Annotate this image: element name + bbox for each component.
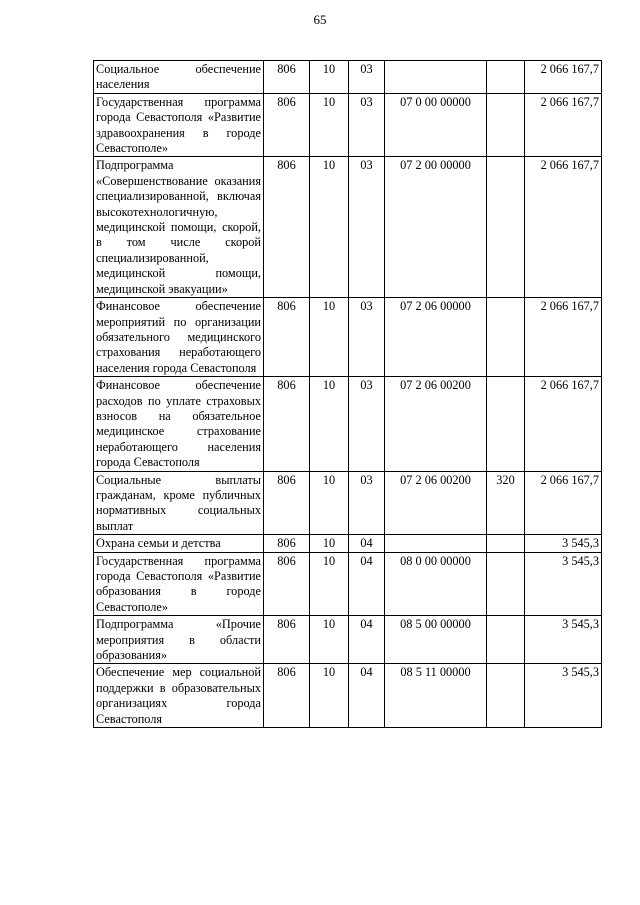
section-code: 10 bbox=[310, 377, 349, 471]
ministry-code: 806 bbox=[264, 157, 310, 298]
target-article-code: 08 5 11 00000 bbox=[385, 664, 487, 728]
section-code: 10 bbox=[310, 298, 349, 377]
expense-type-code bbox=[487, 552, 525, 616]
table-row bbox=[94, 535, 602, 552]
expense-type-code bbox=[487, 93, 525, 157]
section-code: 10 bbox=[310, 93, 349, 157]
item-name: Государственная программа города Севастополя «Развитие здравоохранения в городе Севастополе» bbox=[94, 93, 264, 157]
table-row bbox=[94, 157, 602, 298]
item-name: Подпрограмма «Совершенствование оказания специализированной, включая высокотехнологичную, медицинской помощи, скорой, в том числе скорой специализированной, медицинской помощи, медицинской эвакуации» bbox=[94, 157, 264, 298]
expense-type-code bbox=[487, 157, 525, 298]
ministry-code: 806 bbox=[264, 552, 310, 616]
subsection-code: 04 bbox=[349, 616, 385, 664]
target-article-code: 08 5 00 00000 bbox=[385, 616, 487, 664]
item-name: Государственная программа города Севастополя «Развитие образования в городе Севастополе» bbox=[94, 552, 264, 616]
item-name: Обеспечение мер социальной поддержки в образовательных организациях города Севастополя bbox=[94, 664, 264, 728]
subsection-code: 03 bbox=[349, 377, 385, 471]
section-code: 10 bbox=[310, 61, 349, 94]
item-name: Финансовое обеспечение расходов по уплате страховых взносов на обязательное медицинское страхование неработающего населения города Севастополя bbox=[94, 377, 264, 471]
table-row bbox=[94, 471, 602, 535]
expense-type-code: 320 bbox=[487, 471, 525, 535]
amount: 2 066 167,7 bbox=[525, 377, 602, 471]
section-code: 10 bbox=[310, 157, 349, 298]
item-name: Подпрограмма «Прочие мероприятия в области образования» bbox=[94, 616, 264, 664]
subsection-code: 03 bbox=[349, 157, 385, 298]
section-code: 10 bbox=[310, 535, 349, 552]
table-row bbox=[94, 552, 602, 616]
amount: 3 545,3 bbox=[525, 616, 602, 664]
table-row bbox=[94, 664, 602, 728]
ministry-code: 806 bbox=[264, 298, 310, 377]
amount: 3 545,3 bbox=[525, 664, 602, 728]
table-row bbox=[94, 616, 602, 664]
section-code: 10 bbox=[310, 552, 349, 616]
ministry-code: 806 bbox=[264, 471, 310, 535]
amount: 2 066 167,7 bbox=[525, 93, 602, 157]
amount: 3 545,3 bbox=[525, 535, 602, 552]
item-name: Социальное обеспечение населения bbox=[94, 61, 264, 94]
table-row bbox=[94, 61, 602, 94]
subsection-code: 04 bbox=[349, 552, 385, 616]
table-row bbox=[94, 93, 602, 157]
expense-type-code bbox=[487, 535, 525, 552]
target-article-code: 07 2 06 00200 bbox=[385, 377, 487, 471]
ministry-code: 806 bbox=[264, 377, 310, 471]
expense-type-code bbox=[487, 616, 525, 664]
amount: 3 545,3 bbox=[525, 552, 602, 616]
item-name: Социальные выплаты гражданам, кроме публичных нормативных социальных выплат bbox=[94, 471, 264, 535]
amount: 2 066 167,7 bbox=[525, 298, 602, 377]
subsection-code: 03 bbox=[349, 93, 385, 157]
ministry-code: 806 bbox=[264, 664, 310, 728]
ministry-code: 806 bbox=[264, 616, 310, 664]
target-article-code bbox=[385, 61, 487, 94]
expense-type-code bbox=[487, 298, 525, 377]
subsection-code: 04 bbox=[349, 535, 385, 552]
target-article-code: 07 2 00 00000 bbox=[385, 157, 487, 298]
expense-type-code bbox=[487, 377, 525, 471]
subsection-code: 03 bbox=[349, 471, 385, 535]
item-name: Охрана семьи и детства bbox=[94, 535, 264, 552]
subsection-code: 03 bbox=[349, 61, 385, 94]
target-article-code: 07 0 00 00000 bbox=[385, 93, 487, 157]
expense-type-code bbox=[487, 664, 525, 728]
expense-type-code bbox=[487, 61, 525, 94]
budget-table bbox=[93, 60, 602, 728]
subsection-code: 04 bbox=[349, 664, 385, 728]
item-name: Финансовое обеспечение мероприятий по организации обязательного медицинского страхования неработающего населения города Севастополя bbox=[94, 298, 264, 377]
target-article-code: 07 2 06 00200 bbox=[385, 471, 487, 535]
amount: 2 066 167,7 bbox=[525, 61, 602, 94]
table-row bbox=[94, 298, 602, 377]
amount: 2 066 167,7 bbox=[525, 157, 602, 298]
subsection-code: 03 bbox=[349, 298, 385, 377]
section-code: 10 bbox=[310, 616, 349, 664]
target-article-code: 07 2 06 00000 bbox=[385, 298, 487, 377]
ministry-code: 806 bbox=[264, 61, 310, 94]
section-code: 10 bbox=[310, 664, 349, 728]
ministry-code: 806 bbox=[264, 535, 310, 552]
table-row bbox=[94, 377, 602, 471]
section-code: 10 bbox=[310, 471, 349, 535]
amount: 2 066 167,7 bbox=[525, 471, 602, 535]
ministry-code: 806 bbox=[264, 93, 310, 157]
target-article-code: 08 0 00 00000 bbox=[385, 552, 487, 616]
target-article-code bbox=[385, 535, 487, 552]
page-number: 65 bbox=[313, 12, 327, 27]
